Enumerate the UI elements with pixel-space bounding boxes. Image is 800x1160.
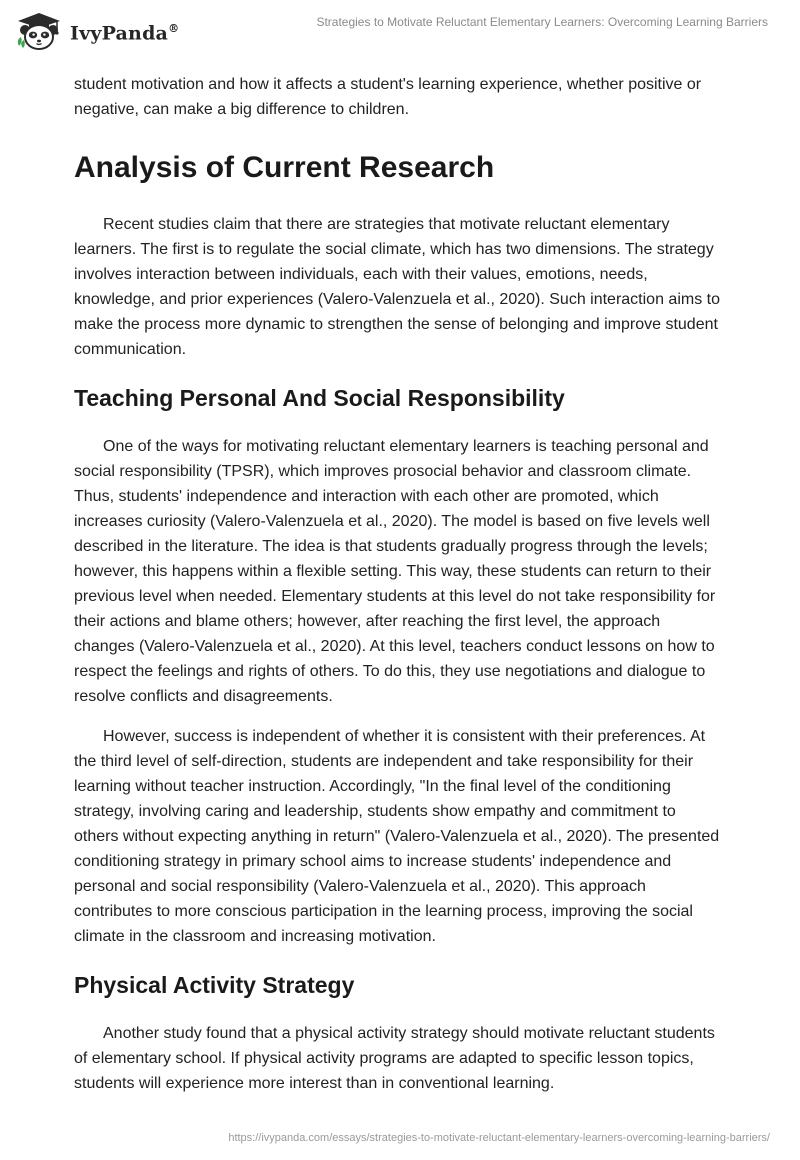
tpsr-paragraph-1: One of the ways for motivating reluctant elementary learners is teaching personal and social responsibility (TPSR), which improves prosocial behavior and classroom climate. Thus, students' independence and interaction with each other are promoted, which increases curiosity (Valero-Valenzuela et al., 2020). The model is based on five levels well described in the literature. The idea is that students gradually progress through the levels; however, this happens within a flexible setting. This way, these students can return to their previous level when needed. Elementary students at this level do not take responsibility for their actions and blame others; however, after reaching the first level, the approach changes (Valero-Valenzuela et al., 2020). At this level, teachers conduct lessons on how to respect the feelings and rights of others. To do this, they use negotiations and dialogue to resolve conflicts and disagreements. bbox=[74, 438, 716, 705]
heading-physical-activity-strategy: Physical Activity Strategy bbox=[74, 972, 355, 998]
brand-logo[interactable] bbox=[14, 10, 179, 52]
intro-paragraph: student motivation and how it affects a student's learning experience, whether positive or negative, can make a big difference to children. bbox=[74, 76, 702, 118]
tpsr-paragraph-2: However, success is independent of whether it is consistent with their preferences. At the third level of self-direction, students are independent and take responsibility for their learning without teacher instruction. Accordingly, "In the final level of the conditioning strategy, involving caring and leadership, students show empathy and commitment to others without expecting anything in return" (Valero-Valenzuela et al., 2020). The presented conditioning strategy in primary school aims to increase students' independence and personal and social responsibility (Valero-Valenzuela et al., 2020). This approach contributes to more conscious participation in the learning process, improving the social climate in the classroom and increasing motivation. bbox=[74, 728, 720, 945]
brand-name: IvyPanda® bbox=[70, 21, 180, 45]
heading-tpsr: Teaching Personal And Social Responsibility bbox=[74, 385, 565, 411]
analysis-paragraph: Recent studies claim that there are strategies that motivate reluctant elementary learners. The first is to regulate the social climate, which has two dimensions. The strategy involves interaction between individuals, each with their values, emotions, needs, knowledge, and prior experiences (Valero-Valenzuela et al., 2020). Such interaction aims to make the process more dynamic to strengthen the sense of belonging and improve student communication. bbox=[74, 216, 720, 358]
source-url[interactable]: https://ivypanda.com/essays/strategies-to-motivate-reluctant-elementary-learners-overcoming-learning-barriers/ bbox=[228, 1132, 770, 1144]
heading-analysis-of-current-research: Analysis of Current Research bbox=[74, 151, 495, 184]
article-body bbox=[74, 72, 724, 1096]
document-title: Strategies to Motivate Reluctant Elementary Learners: Overcoming Learning Barriers bbox=[316, 15, 768, 29]
panda-graduate-icon bbox=[14, 10, 64, 52]
page-header bbox=[0, 0, 800, 58]
physical-activity-paragraph: Another study found that a physical activity strategy should motivate reluctant students of elementary school. If physical activity programs are adapted to specific lesson topics, students will experience more interest than in conventional learning. bbox=[74, 1025, 715, 1092]
